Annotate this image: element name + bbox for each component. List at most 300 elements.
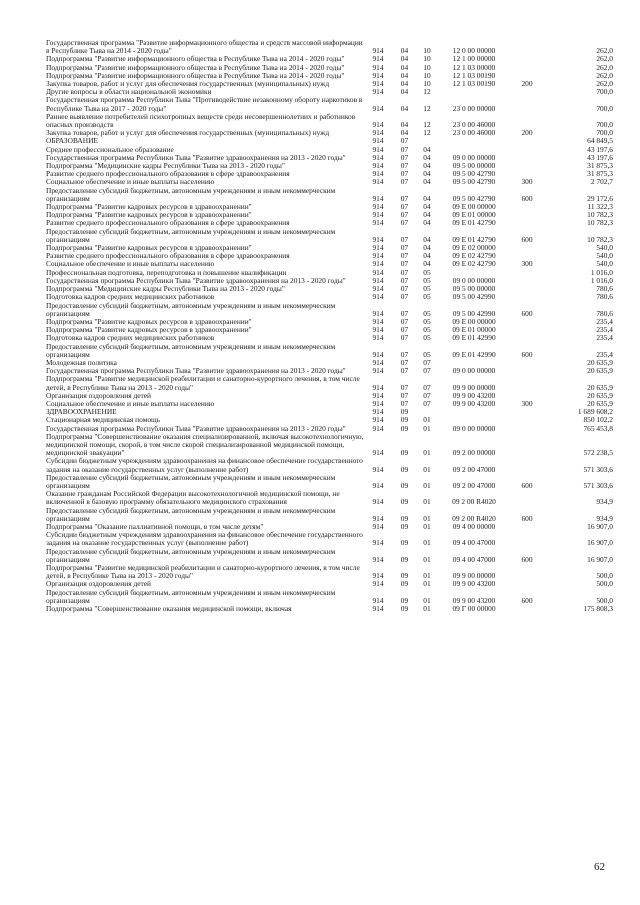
- row-expense-type: [511, 88, 543, 96]
- row-section: 09: [400, 497, 409, 507]
- row-name: Подпрограмма "Развитие медицинской реабилитации и санаторно-курортного лечения, в том числе детей, в Республике Тыва на 2013 - 2020 годы": [46, 563, 360, 581]
- row-target-article: 09 5 00 42790: [452, 193, 496, 203]
- row-ministry-code: 914: [372, 595, 384, 605]
- row-target-article: 09 5 00 42990: [452, 292, 496, 302]
- row-expense-type: [511, 96, 543, 112]
- row-ministry-code: 914: [372, 79, 384, 89]
- row-subsection: 05: [423, 292, 431, 302]
- table-row: [46, 228, 613, 244]
- row-target-article: 09 2 00 47000: [452, 480, 496, 490]
- row-target-article: 09 5 00 42790: [452, 169, 496, 179]
- row-section: 07: [400, 251, 409, 261]
- row-name: Государственная программа Республики Тыва "Развитие здравоохранения на 2013 - 2020 годы": [46, 152, 346, 162]
- row-target-article: 09 9 00 00000: [452, 571, 496, 581]
- row-target-article: 12 1 00 00000: [452, 54, 496, 64]
- row-target-article: 09 4 00 00000: [452, 521, 496, 531]
- row-amount: 700,0: [596, 120, 613, 130]
- row-section: 07: [400, 144, 409, 154]
- row-expense-type: 600: [521, 513, 533, 523]
- row-ministry-code: 914: [372, 464, 384, 474]
- row-amount: 262,0: [596, 54, 613, 64]
- row-section: 09: [400, 571, 409, 581]
- row-section: 09: [400, 554, 409, 564]
- row-ministry-code: 914: [372, 243, 384, 253]
- row-ministry-code: 914: [372, 87, 384, 97]
- table-row: [46, 113, 613, 129]
- row-ministry-code: 914: [372, 513, 384, 523]
- row-name: Подпрограмма "Медицинские кадры Республики Тыва на 2013 - 2020 годы": [46, 161, 285, 171]
- row-name: Предоставление субсидий бюджетным, автономным учреждениям и иным некоммерческим организациям: [46, 505, 336, 523]
- row-target-article: 12 1 03 00190: [452, 79, 496, 89]
- row-amount: 540,0: [596, 243, 613, 253]
- row-expense-type: [511, 334, 543, 342]
- row-amount: 20 635,9: [587, 366, 613, 376]
- row-amount: 16 907,0: [587, 554, 613, 564]
- row-section: 09: [400, 595, 409, 605]
- row-amount: 2 702,7: [590, 177, 613, 187]
- row-subsection: 04: [423, 152, 431, 162]
- row-expense-type: [511, 605, 543, 613]
- row-target-article: 09 Г 00 00000: [452, 604, 496, 614]
- row-section: 09: [400, 448, 409, 458]
- row-expense-type: [511, 523, 543, 531]
- row-ministry-code: 914: [372, 251, 384, 261]
- row-subsection: 05: [423, 333, 431, 343]
- row-amount: 20 635,9: [587, 357, 613, 367]
- row-ministry-code: 914: [372, 103, 384, 113]
- row-subsection: 04: [423, 243, 431, 253]
- row-name: ЗДРАВООХРАНЕНИЕ: [46, 407, 117, 417]
- row-subsection: 04: [423, 161, 431, 171]
- row-name: Предоставление субсидий бюджетным, автономным учреждениям и иным некоммерческим организациям: [46, 472, 336, 490]
- row-ministry-code: 914: [372, 357, 384, 367]
- row-expense-type: 600: [521, 234, 533, 244]
- row-amount: 11 322,3: [587, 202, 613, 212]
- row-ministry-code: 914: [372, 497, 384, 507]
- row-target-article: 09 2 00 R4020: [452, 497, 496, 507]
- row-section: 09: [400, 513, 409, 523]
- row-ministry-code: 914: [372, 259, 384, 269]
- budget-table-body: [46, 39, 613, 613]
- row-target-article: 09 9 00 43200: [452, 579, 496, 589]
- row-section: 07: [400, 275, 409, 285]
- row-amount: 780,6: [596, 284, 613, 294]
- row-name: ОБРАЗОВАНИЕ: [46, 136, 98, 146]
- row-expense-type: [511, 564, 543, 580]
- row-ministry-code: 914: [372, 333, 384, 343]
- row-target-article: 09 4 00 47000: [452, 538, 496, 548]
- row-section: 07: [400, 136, 409, 146]
- row-amount: 29 172,6: [587, 193, 613, 203]
- row-name: Раннее выявление потребителей психотропных веществ среди несовершеннолетних и работников опасных производств: [46, 111, 356, 130]
- row-name: Социальное обеспечение и иные выплаты населению: [46, 177, 215, 187]
- row-name: Подпрограмма "Оказание паллиативной помощи, в том числе детям": [46, 521, 264, 531]
- row-expense-type: [511, 531, 543, 547]
- row-target-article: 09 0 00 00000: [452, 152, 496, 162]
- row-section: 09: [400, 538, 409, 548]
- row-target-article: 09 Е 01 42790: [452, 234, 496, 244]
- row-name: Предоставление субсидий бюджетным, автономным учреждениям и иным некоммерческим организациям: [46, 226, 336, 244]
- row-subsection: 01: [423, 480, 431, 490]
- table-row: [46, 548, 613, 564]
- row-ministry-code: 914: [372, 415, 384, 425]
- row-subsection: 10: [423, 46, 431, 56]
- row-section: 09: [400, 415, 409, 425]
- row-ministry-code: 914: [372, 210, 384, 220]
- table-row: [46, 457, 613, 473]
- row-subsection: 01: [423, 448, 431, 458]
- row-subsection: 10: [423, 54, 431, 64]
- table-row: [46, 474, 613, 490]
- row-target-article: 09 Е 01 00000: [452, 210, 496, 220]
- budget-table: [46, 39, 613, 613]
- row-name: Социальное обеспечение и иные выплаты населению: [46, 259, 215, 269]
- row-section: 04: [400, 128, 409, 138]
- row-subsection: 05: [423, 325, 431, 335]
- table-row: [46, 490, 613, 506]
- table-row: [46, 507, 613, 523]
- row-name: Подпрограмма "Совершенствование оказания медицинской помощи, включая: [46, 604, 292, 614]
- row-amount: 1 016,0: [590, 267, 613, 277]
- row-target-article: 09 Е 01 00000: [452, 325, 496, 335]
- row-amount: 43 197,6: [587, 152, 613, 162]
- row-expense-type: [511, 137, 543, 145]
- row-expense-type: 200: [521, 79, 533, 89]
- row-name: Молодежная политика: [46, 357, 117, 367]
- table-row: [46, 564, 613, 580]
- row-ministry-code: 914: [372, 423, 384, 433]
- row-amount: 235,4: [596, 349, 613, 359]
- table-row: [46, 375, 613, 391]
- row-amount: 20 635,9: [587, 382, 613, 392]
- row-target-article: 09 0 00 00000: [452, 275, 496, 285]
- row-ministry-code: 914: [372, 604, 384, 614]
- row-subsection: 04: [423, 144, 431, 154]
- row-expense-type: [511, 375, 543, 391]
- row-subsection: 07: [423, 357, 431, 367]
- row-section: 07: [400, 292, 409, 302]
- row-expense-type: [511, 64, 543, 72]
- row-amount: 20 635,9: [587, 398, 613, 408]
- row-ministry-code: 914: [372, 538, 384, 548]
- row-name: Подпрограмма "Развитие медицинской реабилитации и санаторно-курортного лечения, в том числе детей, в Республике Тыва на 2013 - 2020 годы": [46, 374, 360, 392]
- row-name: Государственная программа "Развитие информационного общества и средств массовой информации в Республике Тыва на 2014 - 2020 годы": [46, 38, 363, 56]
- row-section: 04: [400, 62, 409, 72]
- row-subsection: 05: [423, 308, 431, 318]
- row-expense-type: [511, 55, 543, 63]
- row-expense-type: [511, 408, 543, 416]
- row-expense-type: 600: [521, 480, 533, 490]
- row-expense-type: 600: [521, 595, 533, 605]
- row-name: Предоставление субсидий бюджетным, автономным учреждениям и иным некоммерческим организациям: [46, 546, 336, 564]
- row-ministry-code: 914: [372, 193, 384, 203]
- row-section: 07: [400, 202, 409, 212]
- row-ministry-code: 914: [372, 308, 384, 318]
- row-expense-type: [511, 203, 543, 211]
- row-amount: 262,0: [596, 62, 613, 72]
- row-target-article: [437, 408, 511, 416]
- row-section: 07: [400, 234, 409, 244]
- row-section: 04: [400, 54, 409, 64]
- row-expense-type: [511, 244, 543, 252]
- row-amount: 572 238,5: [583, 448, 613, 458]
- row-name: Субсидии бюджетным учреждениям здравоохранения на финансовое обеспечение государственного задания на оказание государственных услуг (выполнение работ): [46, 456, 363, 474]
- row-subsection: 04: [423, 169, 431, 179]
- row-section: 09: [400, 423, 409, 433]
- row-name: Подпрограмма "Развитие кадровых ресурсов в здравоохранении": [46, 202, 252, 212]
- row-subsection: 04: [423, 218, 431, 228]
- row-target-article: 23 0 00 00000: [452, 103, 496, 113]
- row-ministry-code: 914: [372, 46, 384, 56]
- row-ministry-code: 914: [372, 325, 384, 335]
- row-subsection: 01: [423, 521, 431, 531]
- row-subsection: 12: [423, 120, 431, 130]
- row-section: 07: [400, 267, 409, 277]
- row-subsection: 07: [423, 390, 431, 400]
- row-amount: 540,0: [596, 259, 613, 269]
- row-section: 07: [400, 284, 409, 294]
- row-section: 07: [400, 193, 409, 203]
- row-ministry-code: 914: [372, 407, 384, 417]
- row-name: Другие вопросы в области национальной экономики: [46, 87, 212, 97]
- row-amount: 700,0: [596, 128, 613, 138]
- row-amount: 765 453,8: [583, 423, 613, 433]
- row-section: 07: [400, 218, 409, 228]
- row-subsection: 10: [423, 70, 431, 80]
- row-section: 09: [400, 464, 409, 474]
- row-ministry-code: 914: [372, 275, 384, 285]
- row-name: Субсидии бюджетным учреждениям здравоохранения на финансовое обеспечение государственного задания на оказание государственных услуг (выполнение работ): [46, 530, 363, 548]
- row-section: 04: [400, 87, 409, 97]
- row-amount: 31 875,3: [587, 169, 613, 179]
- row-expense-type: [511, 269, 543, 277]
- row-section: 07: [400, 308, 409, 318]
- row-target-article: 09 Е 02 00000: [452, 243, 496, 253]
- row-target-article: 09 2 00 R4020: [452, 513, 496, 523]
- row-ministry-code: 914: [372, 390, 384, 400]
- row-amount: 571 303,6: [583, 464, 613, 474]
- row-amount: 262,0: [596, 46, 613, 56]
- row-expense-type: 300: [521, 398, 533, 408]
- row-expense-type: [511, 211, 543, 219]
- row-section: 04: [400, 70, 409, 80]
- row-ministry-code: 914: [372, 480, 384, 490]
- row-name: Стационарная медицинская помощь: [46, 415, 161, 425]
- row-expense-type: [511, 490, 543, 506]
- row-section: 04: [400, 103, 409, 113]
- table-row: [46, 96, 613, 112]
- row-target-article: 09 5 00 00000: [452, 161, 496, 171]
- row-ministry-code: 914: [372, 316, 384, 326]
- row-name: Подпрограмма "Развитие кадровых ресурсов в здравоохранении": [46, 325, 252, 335]
- row-ministry-code: 914: [372, 54, 384, 64]
- row-target-article: 09 Е 02 42790: [452, 251, 496, 261]
- row-ministry-code: 914: [372, 579, 384, 589]
- row-target-article: 09 Е 02 42790: [452, 259, 496, 269]
- row-expense-type: 600: [521, 349, 533, 359]
- row-amount: 700,0: [596, 87, 613, 97]
- row-ministry-code: 914: [372, 161, 384, 171]
- row-target-article: 23 0 00 46000: [452, 128, 496, 138]
- row-name: Подготовка кадров средних медицинских работников: [46, 333, 215, 343]
- row-amount: 500,0: [596, 595, 613, 605]
- row-subsection: 12: [423, 128, 431, 138]
- row-name: Предоставление субсидий бюджетным, автономным учреждениям и иным некоммерческим организациям: [46, 341, 336, 359]
- row-amount: 262,0: [596, 79, 613, 89]
- table-row: [46, 531, 613, 547]
- table-row: [46, 433, 613, 458]
- row-amount: 235,4: [596, 325, 613, 335]
- row-target-article: 23 0 00 46000: [452, 120, 496, 130]
- row-name: Подготовка кадров средних медицинских работников: [46, 292, 215, 302]
- row-amount: 10 782,3: [587, 218, 613, 228]
- row-amount: 500,0: [596, 571, 613, 581]
- row-expense-type: 600: [521, 308, 533, 318]
- row-subsection: 01: [423, 538, 431, 548]
- row-ministry-code: 914: [372, 554, 384, 564]
- row-subsection: 01: [423, 423, 431, 433]
- row-amount: 235,4: [596, 316, 613, 326]
- row-name: Социальное обеспечение и иные выплаты населению: [46, 398, 215, 408]
- row-name: Среднее профессиональное образование: [46, 144, 174, 154]
- row-amount: 700,0: [596, 103, 613, 113]
- row-expense-type: 600: [521, 554, 533, 564]
- table-row: [46, 400, 613, 408]
- row-subsection: 04: [423, 234, 431, 244]
- page-number: 62: [594, 861, 605, 873]
- row-expense-type: [511, 359, 543, 367]
- row-ministry-code: 914: [372, 284, 384, 294]
- row-ministry-code: 914: [372, 349, 384, 359]
- row-name: Закупка товаров, работ и услуг для обеспечения государственных (муниципальных) нужд: [46, 79, 330, 89]
- row-name: Развитие среднего профессионального образования в сфере здравоохранения: [46, 251, 290, 261]
- row-subsection: 05: [423, 284, 431, 294]
- row-expense-type: [511, 433, 543, 458]
- table-row: [46, 343, 613, 359]
- row-subsection: 01: [423, 595, 431, 605]
- row-expense-type: 600: [521, 193, 533, 203]
- row-section: 07: [400, 390, 409, 400]
- row-ministry-code: 914: [372, 202, 384, 212]
- row-subsection: 10: [423, 79, 431, 89]
- row-amount: 540,0: [596, 251, 613, 261]
- row-subsection: 05: [423, 267, 431, 277]
- row-subsection: 01: [423, 604, 431, 614]
- table-row: [46, 39, 613, 55]
- row-amount: 262,0: [596, 70, 613, 80]
- row-amount: 20 635,9: [587, 390, 613, 400]
- row-section: 04: [400, 79, 409, 89]
- row-expense-type: [511, 367, 543, 375]
- row-name: Государственная программа Республики Тыва "Развитие здравоохранения на 2013 - 2020 годы": [46, 366, 346, 376]
- row-amount: 934,9: [596, 513, 613, 523]
- row-amount: 64 849,5: [587, 136, 613, 146]
- row-expense-type: [511, 580, 543, 588]
- row-section: 07: [400, 259, 409, 269]
- row-name: Подпрограмма "Развитие кадровых ресурсов в здравоохранении": [46, 210, 252, 220]
- row-target-article: 12 1 03 00190: [452, 70, 496, 80]
- row-amount: 780,6: [596, 308, 613, 318]
- row-section: 07: [400, 382, 409, 392]
- row-name: Оказание гражданам Российской Федерации высокотехнологичной медицинской помощи, не включенной в базовую программу обязательного медицинского страхования: [46, 489, 340, 507]
- row-section: 07: [400, 152, 409, 162]
- row-section: 07: [400, 398, 409, 408]
- row-subsection: 12: [423, 103, 431, 113]
- row-section: 07: [400, 366, 409, 376]
- row-expense-type: [511, 277, 543, 285]
- row-expense-type: [511, 416, 543, 424]
- row-ministry-code: 914: [372, 120, 384, 130]
- row-amount: 10 782,3: [587, 210, 613, 220]
- row-subsection: 05: [423, 275, 431, 285]
- row-subsection: 04: [423, 177, 431, 187]
- row-ministry-code: 914: [372, 521, 384, 531]
- row-subsection: 04: [423, 251, 431, 261]
- row-ministry-code: 914: [372, 218, 384, 228]
- row-name: Закупка товаров, работ и услуг для обеспечения государственных (муниципальных) нужд: [46, 128, 330, 138]
- row-subsection: 01: [423, 415, 431, 425]
- row-target-article: 12 0 00 00000: [452, 46, 496, 56]
- row-ministry-code: 914: [372, 70, 384, 80]
- row-ministry-code: 914: [372, 571, 384, 581]
- row-name: Подпрограмма "Медицинские кадры Республики Тыва на 2013 - 2020 годы": [46, 284, 285, 294]
- row-amount: 10 782,3: [587, 234, 613, 244]
- row-name: Государственная программа Республики Тыва "Развитие здравоохранения на 2013 - 2020 годы": [46, 275, 346, 285]
- row-name: Развитие среднего профессионального образования в сфере здравоохранения: [46, 218, 290, 228]
- row-amount: 16 907,0: [587, 538, 613, 548]
- row-subsection: 01: [423, 497, 431, 507]
- row-expense-type: [511, 219, 543, 227]
- row-subsection: 01: [423, 554, 431, 564]
- row-ministry-code: 914: [372, 177, 384, 187]
- row-ministry-code: 914: [372, 398, 384, 408]
- row-subsection: 05: [423, 316, 431, 326]
- row-target-article: 09 Е 01 42790: [452, 218, 496, 228]
- row-amount: 934,9: [596, 497, 613, 507]
- row-expense-type: [511, 457, 543, 473]
- row-subsection: 04: [423, 193, 431, 203]
- row-target-article: 09 9 00 00000: [452, 382, 496, 392]
- row-name: Подпрограмма "Развитие информационного общества в Республике Тыва на 2014 - 2020 годы": [46, 70, 345, 80]
- row-target-article: [437, 88, 511, 96]
- row-section: 09: [400, 480, 409, 490]
- row-section: 04: [400, 46, 409, 56]
- row-target-article: 09 0 00 00000: [452, 423, 496, 433]
- row-name: Развитие среднего профессионального образования в сфере здравоохранения: [46, 169, 290, 179]
- row-target-article: [437, 137, 511, 145]
- table-row: [46, 302, 613, 318]
- row-ministry-code: 914: [372, 169, 384, 179]
- row-target-article: 09 5 00 42790: [452, 177, 496, 187]
- row-amount: 500,0: [596, 579, 613, 589]
- row-expense-type: [511, 425, 543, 433]
- row-amount: 235,4: [596, 333, 613, 343]
- row-expense-type: [511, 293, 543, 301]
- row-expense-type: [511, 162, 543, 170]
- row-section: 07: [400, 169, 409, 179]
- row-section: 07: [400, 333, 409, 343]
- row-name: Подпрограмма "Развитие информационного общества в Республике Тыва на 2014 - 2020 годы": [46, 54, 345, 64]
- row-subsection: 10: [423, 62, 431, 72]
- row-name: Предоставление субсидий бюджетным, автономным учреждениям и иным некоммерческим организациям: [46, 300, 336, 318]
- row-section: 04: [400, 120, 409, 130]
- row-name: Организация оздоровления детей: [46, 390, 151, 400]
- row-ministry-code: 914: [372, 234, 384, 244]
- row-amount: 780,6: [596, 292, 613, 302]
- row-subsection: 07: [423, 366, 431, 376]
- row-target-article: 09 9 00 43200: [452, 595, 496, 605]
- row-ministry-code: 914: [372, 366, 384, 376]
